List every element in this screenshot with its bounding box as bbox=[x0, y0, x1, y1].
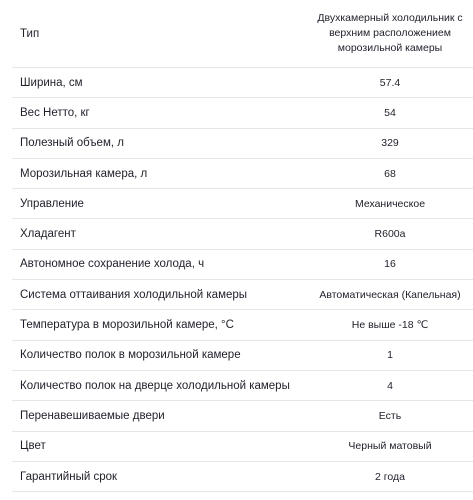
spec-value: 57.4 bbox=[379, 76, 401, 89]
spec-value: 1 bbox=[387, 349, 393, 362]
spec-row-reversible-doors bbox=[12, 401, 473, 431]
spec-name: Вес Нетто, кг bbox=[20, 106, 90, 119]
spec-name: Морозильная камера, л bbox=[20, 167, 148, 180]
spec-value: 2 года bbox=[375, 470, 405, 483]
spec-row-useful-volume bbox=[12, 129, 473, 159]
spec-name: Ширина, см bbox=[20, 76, 83, 89]
spec-value: Двухкамерный холодильник с верхним расположением морозильной камеры bbox=[317, 12, 463, 54]
spec-name: Полезный объем, л bbox=[20, 137, 124, 150]
spec-value: Есть bbox=[378, 409, 402, 422]
spec-row-refrigerant bbox=[12, 219, 473, 249]
spec-row-color bbox=[12, 432, 473, 462]
spec-name: Автономное сохранение холода, ч bbox=[20, 258, 205, 271]
spec-row-freezer-shelves bbox=[12, 341, 473, 371]
spec-name: Тип bbox=[20, 27, 40, 40]
spec-name: Количество полок в морозильной камере bbox=[20, 349, 241, 362]
spec-row-width bbox=[12, 68, 473, 98]
spec-value: Механическое bbox=[354, 197, 426, 210]
spec-value: 16 bbox=[384, 258, 396, 271]
spec-value: Не выше -18 ℃ bbox=[351, 319, 429, 332]
spec-name: Хладагент bbox=[20, 228, 76, 241]
spec-value: 329 bbox=[381, 137, 399, 150]
spec-row-freezer-volume bbox=[12, 159, 473, 189]
spec-name: Управление bbox=[20, 197, 84, 210]
spec-row-defrost-system bbox=[12, 280, 473, 310]
spec-value: R600a bbox=[374, 228, 406, 241]
spec-value: Автоматическая (Капельная) bbox=[319, 288, 461, 301]
spec-name: Система оттаивания холодильной камеры bbox=[20, 288, 248, 301]
spec-name: Гарантийный срок bbox=[20, 470, 118, 483]
spec-row-freezer-temperature bbox=[12, 310, 473, 340]
spec-row-net-weight bbox=[12, 98, 473, 128]
spec-name: Температура в морозильной камере, °C bbox=[20, 319, 234, 332]
spec-row-type bbox=[12, 0, 473, 68]
spec-row-control bbox=[12, 189, 473, 219]
spec-name: Перенавешиваемые двери bbox=[20, 409, 165, 422]
spec-value: Черный матовый bbox=[348, 440, 432, 453]
spec-row-cold-retention bbox=[12, 250, 473, 280]
spec-value: 68 bbox=[384, 167, 396, 180]
spec-row-warranty bbox=[12, 462, 473, 492]
spec-row-door-shelves bbox=[12, 371, 473, 401]
spec-name: Цвет bbox=[20, 440, 46, 453]
spec-value: 54 bbox=[384, 106, 396, 119]
spec-value: 4 bbox=[387, 379, 393, 392]
spec-name: Количество полок на дверце холодильной камеры bbox=[20, 379, 290, 392]
